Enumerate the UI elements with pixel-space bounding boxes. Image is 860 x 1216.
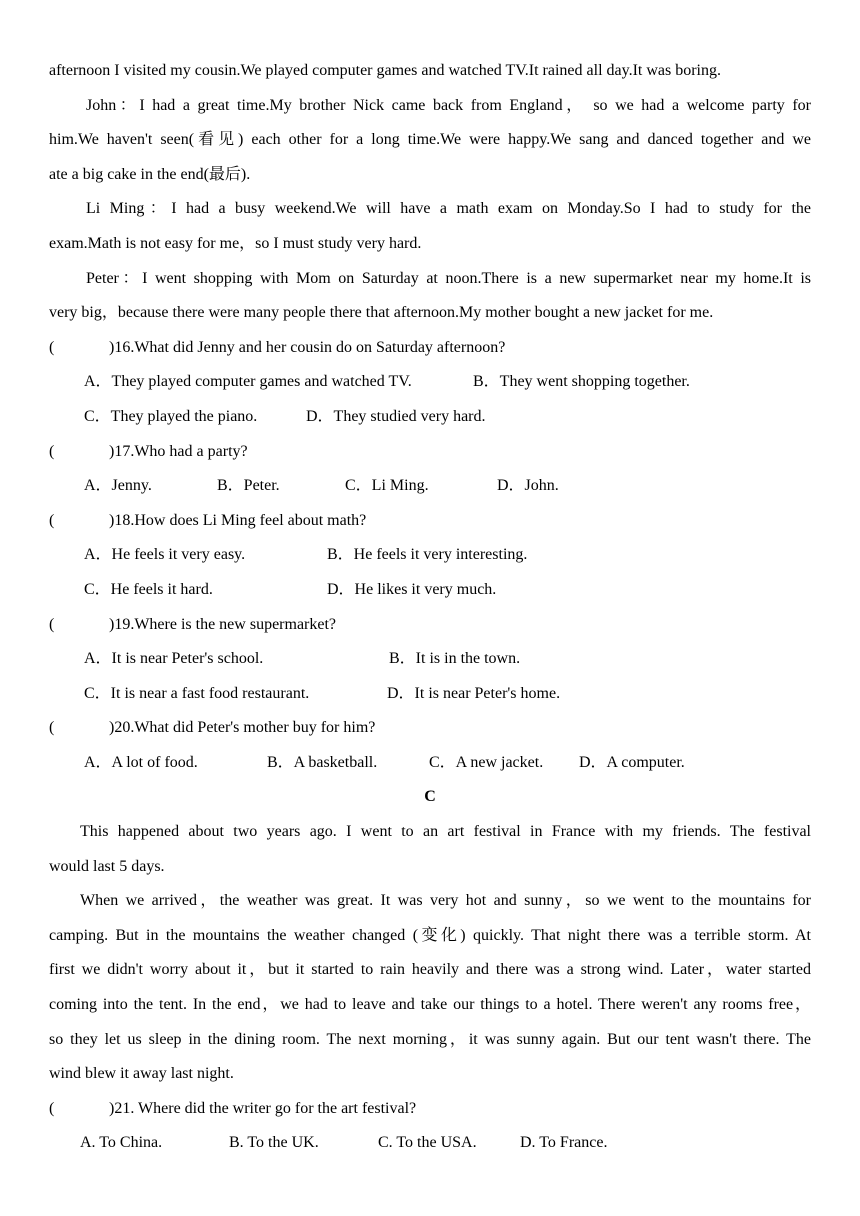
option-b: B．Peter.: [217, 477, 280, 495]
question-17: [49, 435, 811, 470]
question-text: )19.Where is the new supermarket?: [109, 615, 337, 633]
option-a: A．A lot of food.: [84, 753, 198, 771]
option-b: B. To the UK.: [229, 1134, 319, 1152]
option-d: D．He likes it very much.: [327, 580, 497, 598]
option-c: C．He feels it hard.: [84, 580, 213, 598]
passage-line: John：I had a great time.My brother Nick came back from England， so we had a welcome party for: [86, 96, 811, 114]
options-row: [49, 677, 811, 712]
answer-blank: (: [49, 338, 55, 356]
option-d: D. To France.: [520, 1134, 608, 1152]
answer-blank: (: [49, 1099, 55, 1117]
question-text: )17.Who had a party?: [109, 442, 248, 460]
document-content: [49, 54, 811, 1161]
passage-line: him.We haven't seen(看见) each other for a long time.We were happy.We sang and danced together and we: [49, 131, 811, 149]
passage-line: Li Ming：I had a busy weekend.We will have a math exam on Monday.So I had to study for the: [86, 200, 811, 218]
question-text: )20.What did Peter's mother buy for him?: [109, 719, 376, 737]
option-c: C．It is near a fast food restaurant.: [84, 684, 310, 702]
question-text: )16.What did Jenny and her cousin do on Saturday afternoon?: [109, 338, 506, 356]
option-d: D．John.: [497, 477, 559, 495]
question-text: )21. Where did the writer go for the art festival?: [109, 1099, 417, 1117]
passage-line: This happened about two years ago. I went to an art festival in France with my friends. The festival: [80, 823, 811, 841]
option-a: A. To China.: [80, 1134, 163, 1152]
passage-line: exam.Math is not easy for me，so I must study very hard.: [49, 234, 422, 252]
answer-blank: (: [49, 511, 55, 529]
passage-line: would last 5 days.: [49, 857, 165, 875]
passage-line: When we arrived，the weather was great. It was very hot and sunny，so we went to the mountains for: [80, 892, 811, 910]
option-a: A．He feels it very easy.: [84, 546, 246, 564]
answer-blank: (: [49, 719, 55, 737]
question-20: [49, 711, 811, 746]
option-d: D．They studied very hard.: [306, 407, 486, 425]
options-row: [49, 573, 811, 608]
option-b: B．They went shopping together.: [473, 373, 690, 391]
option-a: A．Jenny.: [84, 477, 152, 495]
answer-blank: (: [49, 442, 55, 460]
option-c: C．They played the piano.: [84, 407, 258, 425]
option-b: B．It is in the town.: [389, 650, 521, 668]
passage-line: Peter：I went shopping with Mom on Saturday at noon.There is a new supermarket near my home.It is: [86, 269, 811, 287]
answer-blank: (: [49, 615, 55, 633]
question-text: )18.How does Li Ming feel about math?: [109, 511, 367, 529]
options-row: [49, 642, 811, 677]
option-b: B．A basketball.: [267, 753, 378, 771]
passage-line: coming into the tent. In the end，we had to leave and take our things to a hotel. There weren't any rooms free，: [49, 996, 811, 1014]
options-row: [49, 538, 811, 573]
question-21: [49, 1092, 811, 1127]
section-heading-c: C: [424, 788, 436, 806]
question-19: [49, 608, 811, 643]
option-d: D．It is near Peter's home.: [387, 684, 561, 702]
option-b: B．He feels it very interesting.: [327, 546, 528, 564]
option-c: C．A new jacket.: [429, 753, 544, 771]
options-row: [49, 1126, 811, 1161]
options-row: [49, 746, 811, 781]
options-row: [49, 365, 811, 400]
passage-line: very big，because there were many people there that afternoon.My mother bought a new jacket for me.: [49, 304, 714, 322]
option-c: C. To the USA.: [378, 1134, 477, 1152]
passage-line: ate a big cake in the end(最后).: [49, 165, 251, 183]
passage-line: first we didn't worry about it，but it started to rain heavily and there was a strong wind. Later，water started: [49, 961, 811, 979]
option-c: C．Li Ming.: [345, 477, 429, 495]
passage-line: so they let us sleep in the dining room. The next morning，it was sunny again. But our tent wasn't there. The: [49, 1030, 811, 1048]
options-row: [49, 469, 811, 504]
option-d: D．A computer.: [579, 753, 685, 771]
question-16: [49, 331, 811, 366]
option-a: A．It is near Peter's school.: [84, 650, 264, 668]
option-a: A．They played computer games and watched TV.: [84, 373, 412, 391]
passage-line: wind blew it away last night.: [49, 1065, 234, 1083]
passage-line: camping. But in the mountains the weather changed (变化) quickly. That night there was a terrible storm. At: [49, 926, 811, 944]
question-18: [49, 504, 811, 539]
passage-line: afternoon I visited my cousin.We played computer games and watched TV.It rained all day.It was boring.: [49, 62, 721, 79]
options-row: [49, 400, 811, 435]
